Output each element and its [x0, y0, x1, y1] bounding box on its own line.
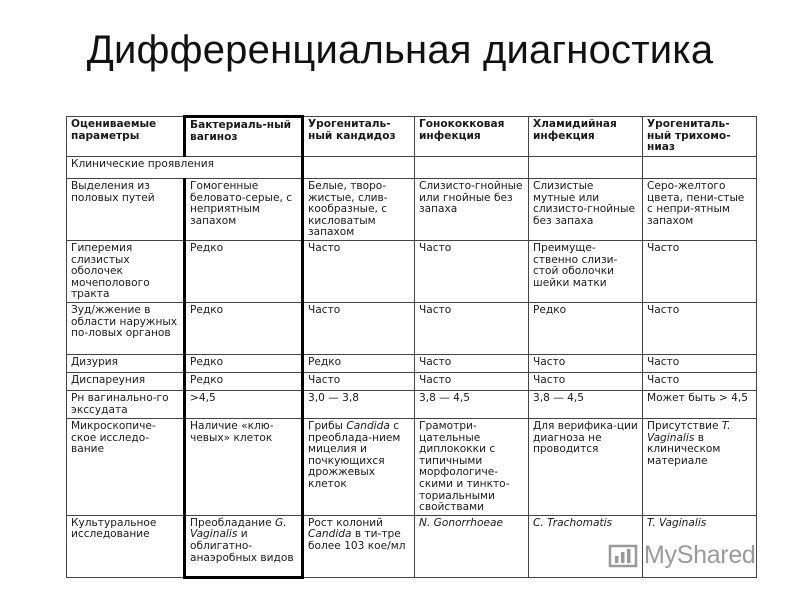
table-cell: 3,8 — 4,5 — [529, 390, 643, 418]
slide-title: Дифференциальная диагностика — [86, 28, 714, 72]
table-cell: Редко — [529, 302, 643, 354]
table-cell — [185, 515, 303, 577]
table-cell — [415, 157, 529, 179]
table-row — [67, 354, 757, 372]
table-cell: Часто — [415, 354, 529, 372]
table-cell: Часто — [643, 372, 757, 390]
table-cell: Для верифика-ции диагноза не проводится — [529, 418, 643, 515]
table-cell: Часто — [529, 354, 643, 372]
table-cell — [643, 418, 757, 515]
myshared-logo-icon — [608, 540, 640, 570]
table-cell: Преимуще-ственно слизи-стой оболочки шейки матки — [529, 240, 643, 302]
param-cell: Выделения из половых путей — [67, 179, 185, 241]
species-name: Candida — [308, 528, 352, 541]
diagnosis-table-container — [66, 115, 756, 575]
param-cell: Микроскопиче-ское исследо-вание — [67, 418, 185, 515]
table-cell: Редко — [185, 302, 303, 354]
header-cell: Урогениталь-ный кандидоз — [303, 117, 415, 157]
table-row — [67, 240, 757, 302]
table-cell — [303, 418, 415, 515]
table-cell — [643, 157, 757, 179]
table-cell: Может быть > 4,5 — [643, 390, 757, 418]
table-cell: Редко — [185, 354, 303, 372]
table-row — [67, 179, 757, 241]
table-cell: Серо-желтого цвета, пени-стые с непри-ятным запахом — [643, 179, 757, 241]
param-cell: Рн вагинально-го экссудата — [67, 390, 185, 418]
table-cell: Редко — [185, 372, 303, 390]
watermark — [608, 538, 768, 572]
table-cell — [529, 157, 643, 179]
table-cell: Часто — [643, 354, 757, 372]
table-cell: Часто — [415, 372, 529, 390]
table-cell: >4,5 — [185, 390, 303, 418]
table-cell: Редко — [303, 354, 415, 372]
cell-text: в ти-тре более 103 кое/мл — [308, 528, 406, 552]
header-cell: Урогениталь-ный трихомо-ниаз — [643, 117, 757, 157]
table-cell — [415, 515, 529, 577]
table-cell: 3,8 — 4,5 — [415, 390, 529, 418]
table-cell: Часто — [415, 302, 529, 354]
table-cell: Наличие «клю-чевых» клеток — [185, 418, 303, 515]
table-cell: Белые, творо-жистые, слив-кообразные, с кисловатым запахом — [303, 179, 415, 241]
cell-text: Грибы — [308, 419, 347, 432]
table-cell: Часто — [303, 240, 415, 302]
table-cell: 3,0 — 3,8 — [303, 390, 415, 418]
species-name: T. Vaginalis — [647, 419, 731, 444]
table-row — [67, 302, 757, 354]
table-cell: Часто — [303, 302, 415, 354]
species-name: G. Vaginalis — [190, 516, 287, 541]
param-cell: Культуральное исследование — [67, 515, 185, 577]
table-row — [67, 418, 757, 515]
watermark-text: MyShared — [644, 540, 756, 569]
table-cell: Часто — [643, 302, 757, 354]
cell-text: с преоблада-нием мицелия и почкующихся дрожжевых клеток — [308, 419, 401, 490]
table-cell: Часто — [529, 372, 643, 390]
param-cell: Диспареуния — [67, 372, 185, 390]
table-cell: Слизисто-гнойные или гнойные без запаха — [415, 179, 529, 241]
cell-text: Рост колоний — [308, 516, 384, 529]
cell-text: Присутствие — [647, 419, 722, 432]
species-name: T. Vaginalis — [647, 516, 707, 529]
table-row — [67, 390, 757, 418]
table-header-row — [67, 117, 757, 157]
species-name: C. Trachomatis — [533, 516, 613, 529]
table-cell: Грамотри-цательные диплококки с типичными морфологиче-скими и тинкто-ториальными свойствами — [415, 418, 529, 515]
table-cell: Часто — [415, 240, 529, 302]
table-cell: Слизистые мутные или слизисто-гнойные без запаха — [529, 179, 643, 241]
param-cell: Зуд/жжение в области наружных по-ловых органов — [67, 302, 185, 354]
table-row — [67, 372, 757, 390]
table-cell — [303, 157, 415, 179]
header-cell: Гонококковая инфекция — [415, 117, 529, 157]
param-cell: Гиперемия слизистых оболочек мочеполового тракта — [67, 240, 185, 302]
header-cell: Оцениваемые параметры — [67, 117, 185, 157]
table-cell: Часто — [303, 372, 415, 390]
section-label: Клинические проявления — [67, 157, 303, 179]
cell-text: Преобладание — [190, 516, 275, 529]
table-cell: Редко — [185, 240, 303, 302]
species-name: Candida — [346, 419, 390, 432]
table-cell: Гомогенные беловато-серые, с неприятным запахом — [185, 179, 303, 241]
cell-text: и облигатно-анаэробных видов — [190, 528, 294, 564]
species-name: N. Gonorrhoeae — [419, 516, 503, 529]
table-cell: Часто — [643, 240, 757, 302]
diagnosis-table — [66, 115, 757, 579]
param-cell: Дизурия — [67, 354, 185, 372]
header-cell: Хламидийная инфекция — [529, 117, 643, 157]
table-cell — [303, 515, 415, 577]
header-cell: Бактериаль-ный вагиноз — [185, 117, 303, 157]
section-row — [67, 157, 757, 179]
cell-text: в клиническом материале — [647, 431, 721, 467]
